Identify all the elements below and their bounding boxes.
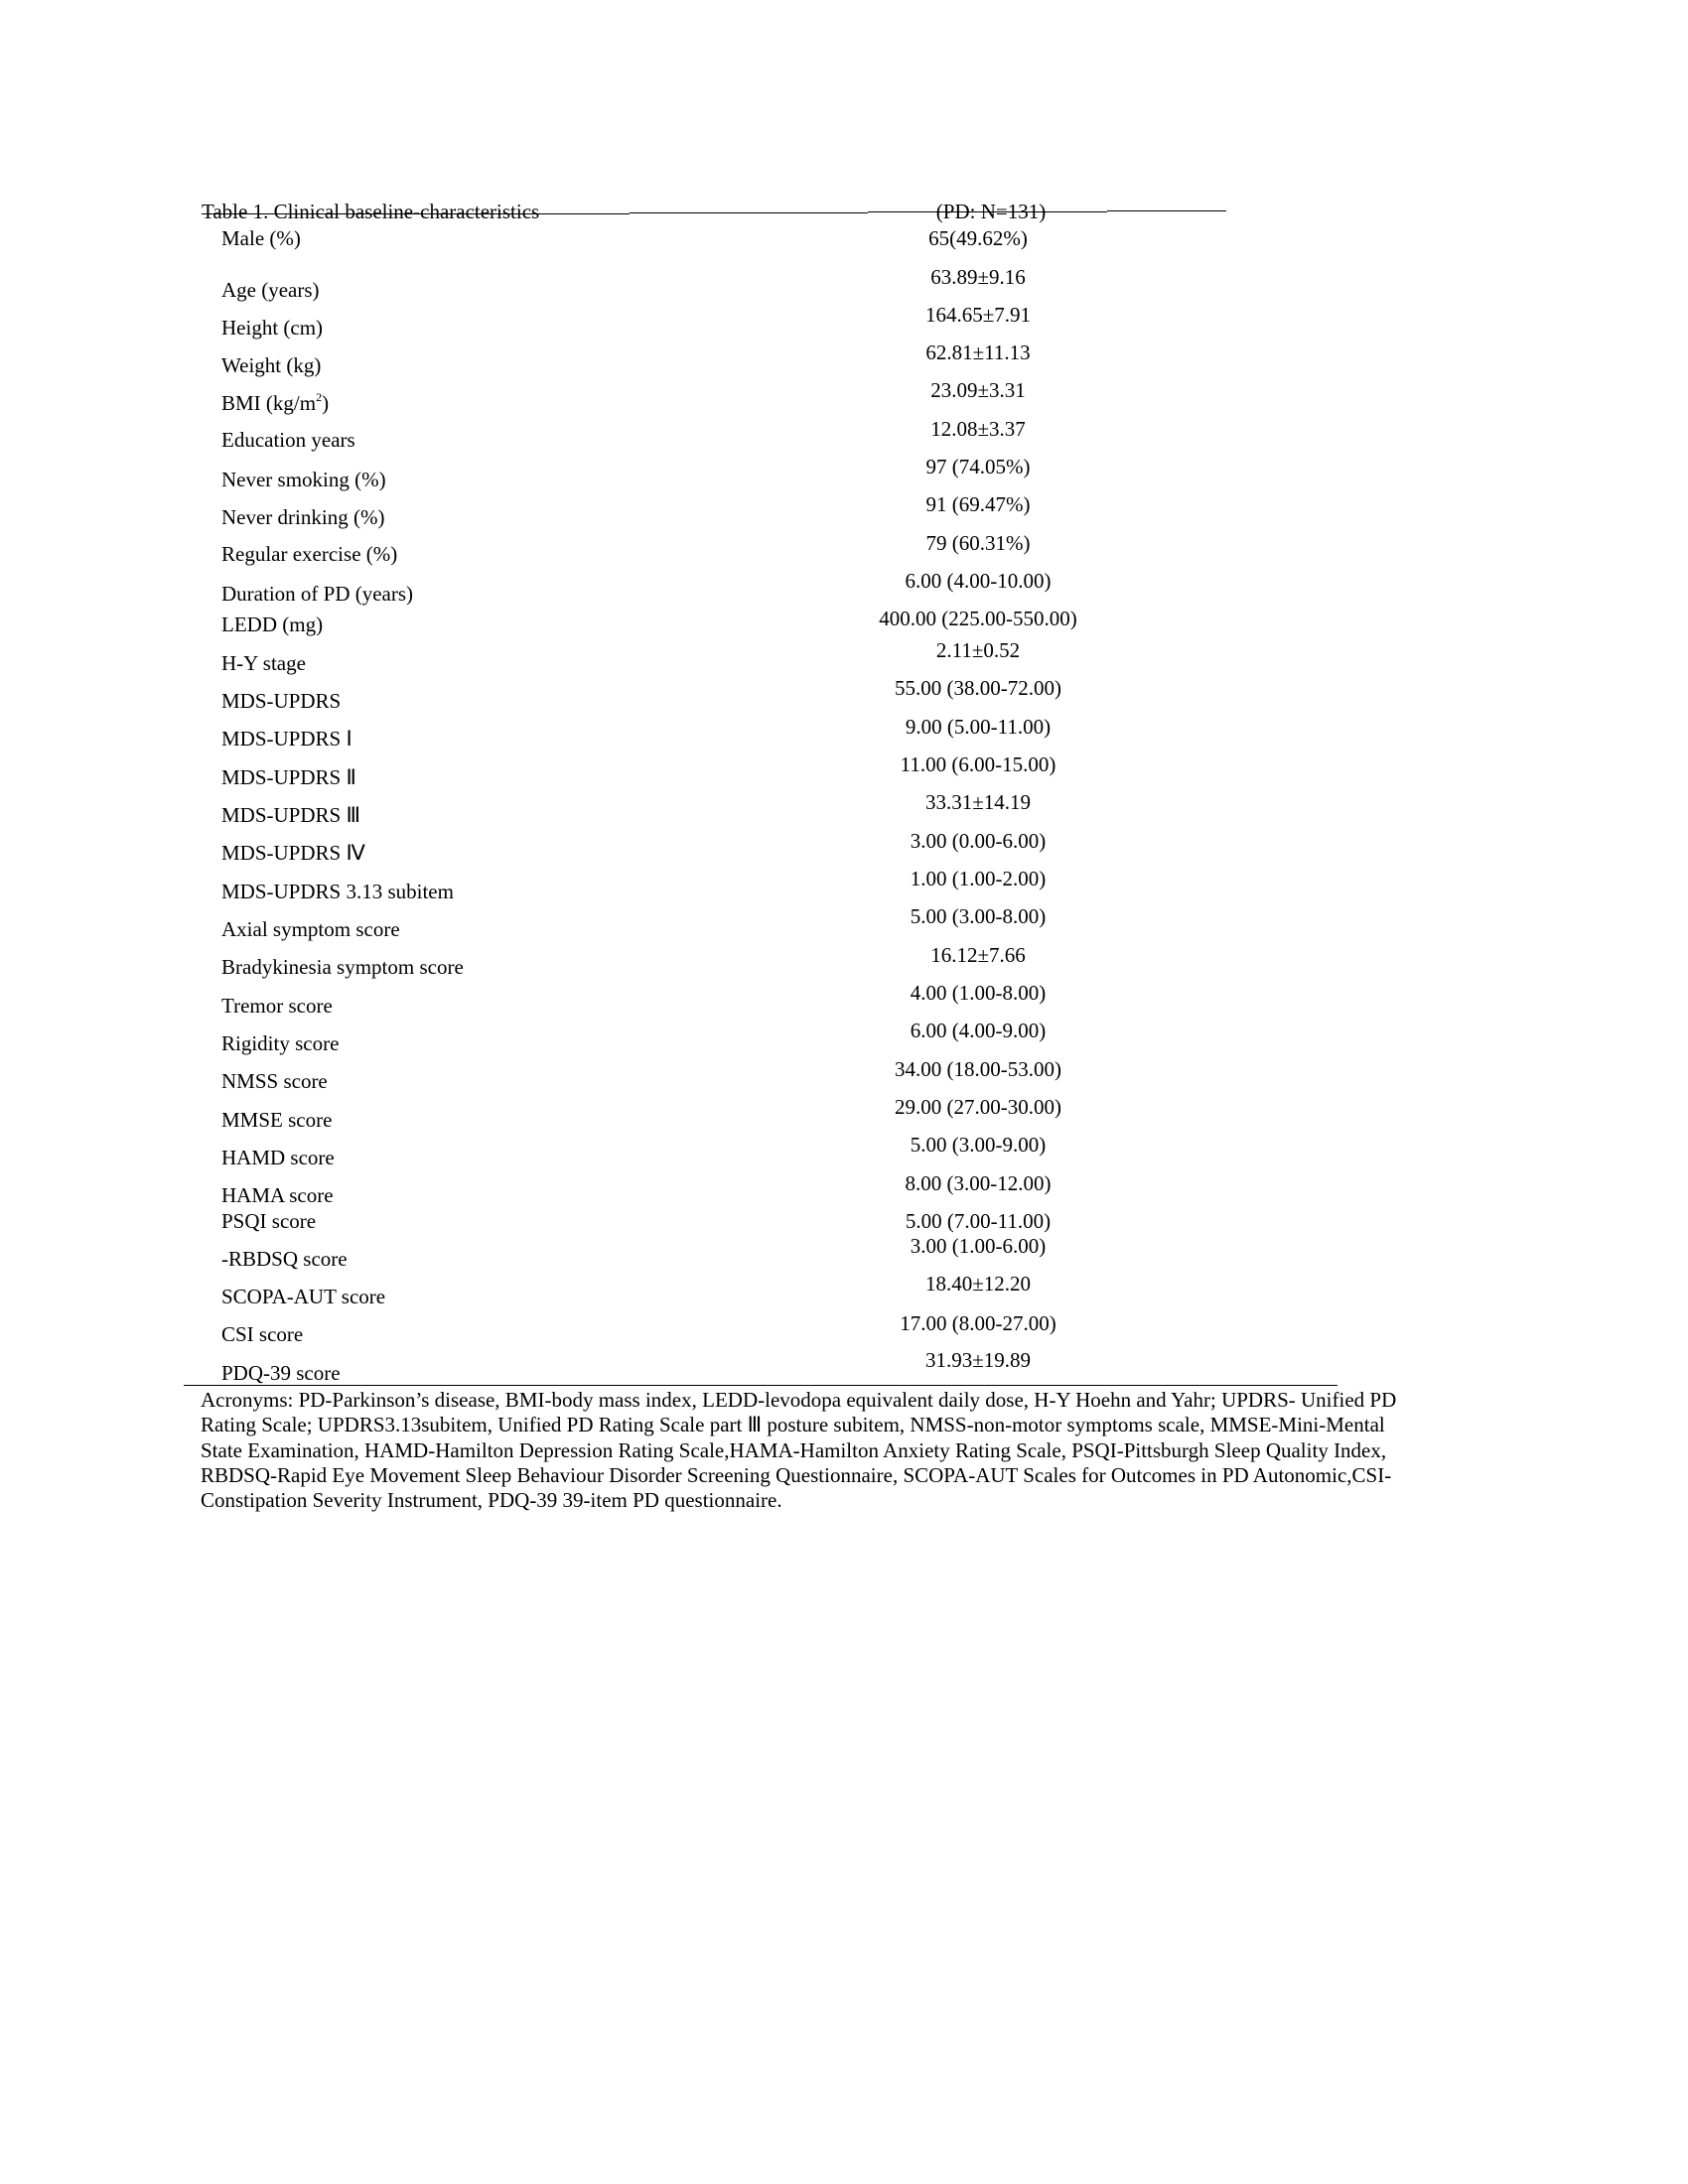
row-label: Weight (kg) [221, 353, 322, 377]
row-value: 5.00 (3.00-8.00) [910, 904, 1047, 928]
row-label: Never smoking (%) [221, 468, 386, 491]
row-value: 62.81±11.13 [925, 341, 1031, 364]
row-value: 23.09±3.31 [930, 378, 1026, 402]
row-label: NMSS score [221, 1069, 328, 1093]
table-title: Table 1. Clinical baseline-characteristics [202, 200, 540, 223]
row-value: 5.00 (3.00-9.00) [910, 1133, 1047, 1157]
footnote-line: State Examination, HAMD-Hamilton Depression Rating Scale,HAMA-Hamilton Anxiety Rating Scale, PSQI-Pittsburgh Sleep Quality Index, [201, 1438, 1387, 1462]
row-label: Regular exercise (%) [221, 542, 398, 566]
row-value: 17.00 (8.00-27.00) [900, 1311, 1056, 1335]
top-rule-segment [868, 211, 1107, 212]
row-value: 8.00 (3.00-12.00) [905, 1171, 1052, 1195]
row-value: 65(49.62%) [928, 226, 1028, 250]
row-value: 63.89±9.16 [930, 265, 1026, 289]
row-label: Rigidity score [221, 1031, 340, 1055]
row-value: 55.00 (38.00-72.00) [895, 676, 1061, 700]
row-value: 6.00 (4.00-9.00) [910, 1019, 1047, 1042]
row-label: Never drinking (%) [221, 505, 385, 529]
row-value: 18.40±12.20 [924, 1272, 1032, 1296]
row-value: 2.11±0.52 [935, 638, 1021, 662]
row-label: LEDD (mg) [221, 613, 324, 636]
row-value: 9.00 (5.00-11.00) [905, 715, 1052, 739]
row-label: MDS-UPDRS 3.13 subitem [221, 880, 454, 903]
row-label: HAMA score [221, 1183, 334, 1207]
row-label: H-Y stage [221, 651, 306, 675]
row-label: Age (years) [221, 278, 320, 302]
row-value: 3.00 (0.00-6.00) [910, 829, 1047, 853]
row-label: PSQI score [221, 1209, 317, 1233]
row-label: SCOPA-AUT score [221, 1285, 386, 1308]
row-value: 5.00 (7.00-11.00) [905, 1209, 1052, 1233]
row-label: Duration of PD (years) [221, 582, 414, 606]
row-label: -RBDSQ score [221, 1247, 348, 1271]
row-label: CSI score [221, 1322, 304, 1346]
row-label: Male (%) [221, 226, 301, 250]
row-value: 164.65±7.91 [924, 303, 1032, 327]
row-label: MDS-UPDRS Ⅲ [221, 803, 360, 827]
footnote-line: Rating Scale; UPDRS3.13subitem, Unified PD Rating Scale part Ⅲ posture subitem, NMSS-non-motor symptoms scale, MMSE-Mini-Mental [201, 1413, 1385, 1436]
footnote-line: RBDSQ-Rapid Eye Movement Sleep Behaviour Disorder Screening Questionnaire, SCOPA-AUT Scales for Outcomes in PD Autonomic,CSI- [201, 1463, 1392, 1487]
row-label: MDS-UPDRS Ⅳ [221, 841, 365, 865]
row-value: 34.00 (18.00-53.00) [895, 1057, 1061, 1081]
row-label: MDS-UPDRS Ⅱ [221, 765, 356, 789]
row-label: Tremor score [221, 994, 333, 1018]
row-value: 97 (74.05%) [925, 455, 1031, 478]
column-header: (PD: N=131) [935, 200, 1047, 223]
row-label: MMSE score [221, 1108, 333, 1132]
footnote-line: Acronyms: PD-Parkinson’s disease, BMI-body mass index, LEDD-levodopa equivalent daily dose, H-Y Hoehn and Yahr; UPDRS- Unified PD [201, 1388, 1397, 1412]
row-label: Education years [221, 428, 355, 452]
row-value: 400.00 (225.00-550.00) [879, 607, 1077, 630]
top-rule-segment [1107, 210, 1226, 211]
row-value: 6.00 (4.00-10.00) [905, 569, 1052, 593]
row-label: PDQ-39 score [221, 1361, 341, 1385]
bottom-rule [184, 1385, 1337, 1386]
row-value: 33.31±14.19 [924, 790, 1032, 814]
row-value: 79 (60.31%) [925, 531, 1031, 555]
row-value: 29.00 (27.00-30.00) [895, 1095, 1061, 1119]
row-label: Bradykinesia symptom score [221, 955, 464, 979]
row-label: Axial symptom score [221, 917, 400, 941]
row-value: 12.08±3.37 [930, 417, 1026, 441]
row-label: MDS-UPDRS Ⅰ [221, 727, 352, 751]
row-value: 1.00 (1.00-2.00) [910, 867, 1047, 890]
row-value: 3.00 (1.00-6.00) [910, 1234, 1047, 1258]
row-label: BMI $(kg/m^2)$ [221, 390, 330, 415]
row-label: HAMD score [221, 1146, 335, 1169]
row-label: Height (cm) [221, 316, 324, 340]
row-value: 4.00 (1.00-8.00) [910, 981, 1047, 1005]
footnote-line: Constipation Severity Instrument, PDQ-39 39-item PD questionnaire. [201, 1488, 782, 1512]
top-rule-segment [630, 212, 868, 213]
row-value: 91 (69.47%) [925, 492, 1031, 516]
top-rule [202, 213, 630, 214]
row-value: 11.00 (6.00-15.00) [900, 752, 1056, 776]
row-value: 31.93±19.89 [924, 1348, 1032, 1372]
row-value: 16.12±7.66 [930, 943, 1026, 967]
row-label: MDS-UPDRS [221, 689, 342, 713]
